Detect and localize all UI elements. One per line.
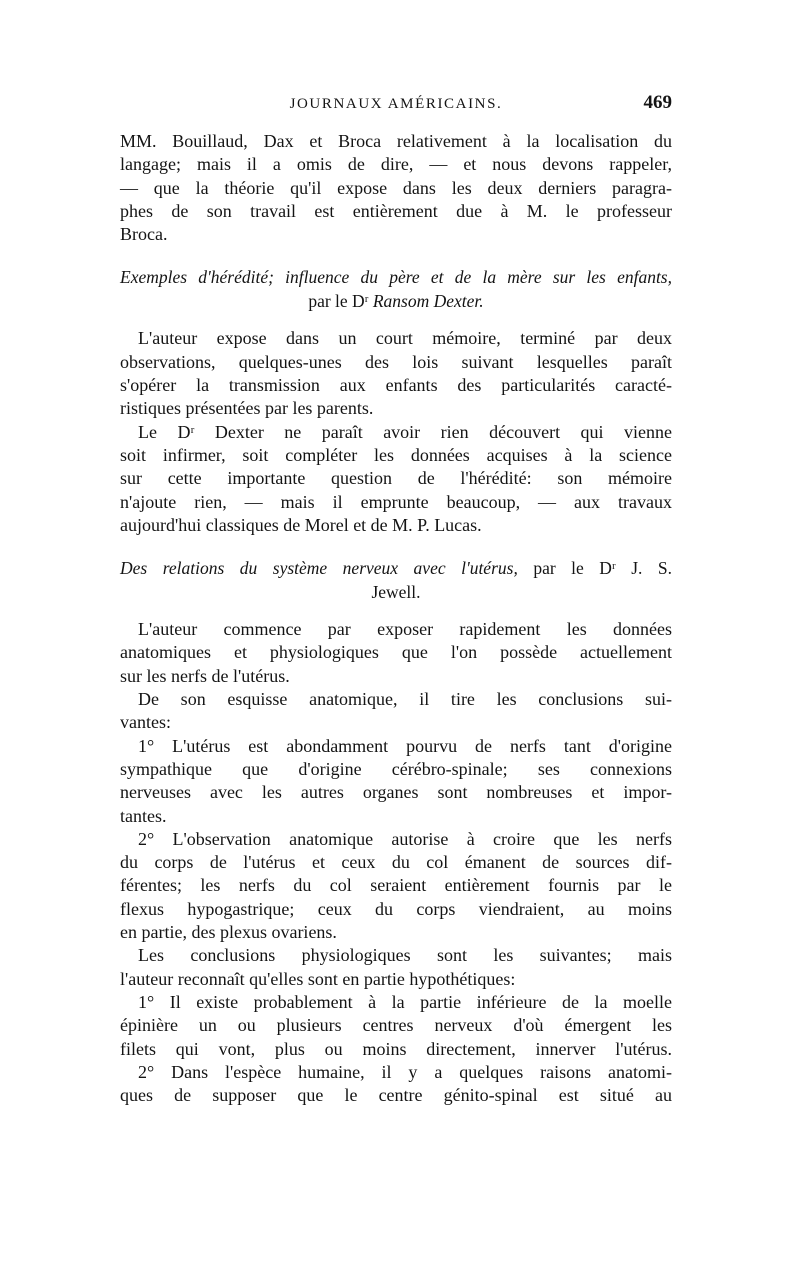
text-line: 1° Il existe probablement à la partie inférieure de la moelle: [138, 991, 672, 1012]
text-line: anatomiques et physiologiques que l'on possède actuellement: [120, 642, 672, 663]
paragraph: [120, 828, 672, 944]
text-line: aujourd'hui classiques de Morel et de M. P. Lucas.: [120, 514, 482, 535]
heading-line: Jewell.: [371, 582, 421, 603]
text-line: MM. Bouillaud, Dax et Broca relativement à la localisation du: [120, 131, 672, 151]
paragraph: [120, 944, 672, 991]
heading-title: Des relations du système nerveux avec l'utérus,: [120, 558, 518, 579]
text-line: nerveuses avec les autres organes sont nombreuses et impor-: [120, 782, 672, 803]
paragraph: [120, 688, 672, 735]
text-line: sympathique que d'origine cérébro-spinale; ses connexions: [120, 758, 672, 779]
heading-author: par le Dʳ J. S.: [517, 558, 672, 579]
paragraph: [120, 1061, 672, 1108]
text-line: L'auteur commence par exposer rapidement les données: [138, 619, 672, 640]
heading-line: [120, 289, 672, 313]
text-line: — que la théorie qu'il expose dans les deux derniers paragra-: [120, 177, 672, 198]
text-line: n'ajoute rien, — mais il emprunte beaucoup, — aux travaux: [120, 491, 672, 512]
text-line: Le Dʳ Dexter ne paraît avoir rien découvert qui vienne: [138, 421, 672, 442]
text-line: soit infirmer, soit compléter les données acquises à la science: [120, 444, 672, 465]
paragraph: [120, 991, 672, 1061]
text-line: langage; mais il a omis de dire, — et nous devons rappeler,: [120, 154, 672, 175]
text-line: L'auteur expose dans un court mémoire, terminé par deux: [138, 328, 672, 349]
text-line: observations, quelques-unes des lois suivant lesquelles paraît: [120, 351, 672, 372]
text-line: Broca.: [120, 224, 168, 245]
text-line: 2° Dans l'espèce humaine, il y a quelques raisons anatomi-: [138, 1061, 672, 1082]
text-line: l'auteur reconnaît qu'elles sont en partie hypothétiques:: [120, 968, 516, 989]
text-line: en partie, des plexus ovariens.: [120, 922, 337, 943]
heading-author-name: Ransom Dexter.: [372, 291, 484, 312]
text-line: sur cette importante question de l'hérédité: son mémoire: [120, 468, 672, 489]
paragraph-continuation: [120, 130, 672, 246]
page-number: 469: [643, 92, 672, 113]
page-header: [120, 92, 672, 118]
section-heading-heredity: [120, 265, 672, 313]
section-heading-nervous-system: [120, 556, 672, 604]
text-line: De son esquisse anatomique, il tire les conclusions sui-: [138, 689, 672, 710]
paragraph: [120, 735, 672, 828]
heading-author-prefix: par le Dʳ: [308, 291, 373, 312]
heading-line: [120, 556, 672, 580]
text-line: phes de son travail est entièrement due à M. le professeur: [120, 200, 672, 221]
heading-line: [120, 265, 672, 289]
text-line: Les conclusions physiologiques sont les suivantes; mais: [138, 945, 672, 966]
text-line: sur les nerfs de l'utérus.: [120, 665, 290, 686]
running-title: JOURNAUX AMÉRICAINS.: [289, 96, 503, 112]
paragraph: [120, 327, 672, 420]
text-line: du corps de l'utérus et ceux du col émanent de sources dif-: [120, 852, 672, 873]
text-line: tantes.: [120, 805, 167, 826]
text-line: flexus hypogastrique; ceux du corps viendraient, au moins: [120, 898, 672, 919]
text-line: 1° L'utérus est abondamment pourvu de nerfs tant d'origine: [138, 735, 672, 756]
text-line: 2° L'observation anatomique autorise à croire que les nerfs: [138, 828, 672, 849]
text-line: épinière un ou plusieurs centres nerveux d'où émergent les: [120, 1015, 672, 1036]
paragraph: [120, 421, 672, 537]
text-line: férentes; les nerfs du col seraient entièrement fournis par le: [120, 875, 672, 896]
text-line: filets qui vont, plus ou moins directement, innerver l'utérus.: [120, 1038, 672, 1059]
paragraph: [120, 618, 672, 688]
text-line: vantes:: [120, 712, 171, 733]
heading-title: Exemples d'hérédité; influence du père et de la mère sur les enfants,: [120, 267, 672, 288]
text-line: ristiques présentées par les parents.: [120, 398, 374, 419]
body-text: [120, 130, 672, 1107]
text-line: ques de supposer que le centre génito-spinal est situé au: [120, 1085, 672, 1106]
text-line: s'opérer la transmission aux enfants des particularités caracté-: [120, 375, 672, 396]
